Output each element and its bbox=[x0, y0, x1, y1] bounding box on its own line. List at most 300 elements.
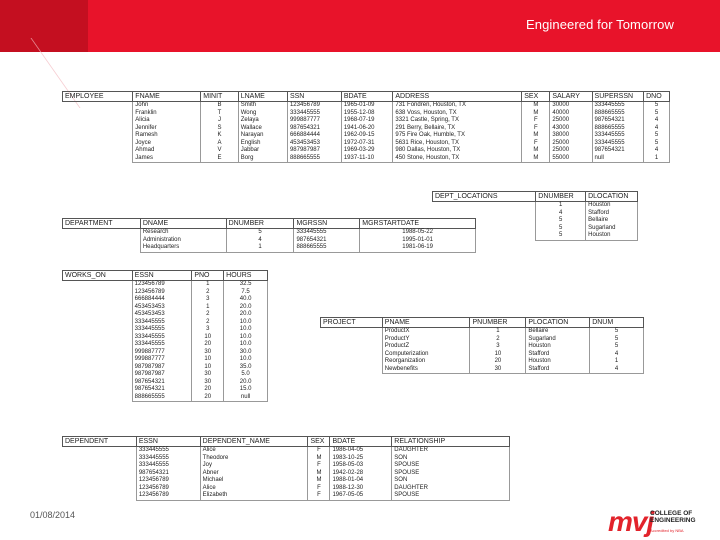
table-cell: SON bbox=[392, 477, 510, 485]
table-cell: 40.0 bbox=[224, 296, 268, 304]
row-spacer bbox=[63, 462, 137, 470]
table-row bbox=[63, 356, 268, 364]
table-cell: 450 Stone, Houston, TX bbox=[393, 155, 522, 163]
table-cell: 5631 Rice, Houston, TX bbox=[393, 140, 522, 148]
table-cell: 30 bbox=[470, 366, 526, 374]
row-spacer bbox=[63, 125, 133, 133]
table-cell: 4 bbox=[226, 237, 294, 245]
table-cell: 3 bbox=[192, 296, 224, 304]
table-row bbox=[63, 462, 510, 470]
table-cell: 25000 bbox=[550, 117, 592, 125]
table-cell: Newbenefits bbox=[382, 366, 470, 374]
table-cell: Theodore bbox=[200, 455, 308, 463]
table-cell: 333445555 bbox=[287, 110, 341, 118]
table-cell: Houston bbox=[586, 232, 638, 240]
table-cell: 1942-02-28 bbox=[330, 470, 392, 478]
table-cell: Elizabeth bbox=[200, 492, 308, 500]
table-cell: Franklin bbox=[133, 110, 201, 118]
table-cell: SPOUSE bbox=[392, 492, 510, 500]
table-row bbox=[63, 311, 268, 319]
table-cell: Research bbox=[140, 229, 226, 237]
row-spacer bbox=[63, 326, 133, 334]
table-cell: 30000 bbox=[550, 102, 592, 110]
employee-table bbox=[62, 91, 670, 163]
logo-college-name bbox=[650, 510, 696, 524]
table-cell: 10.0 bbox=[224, 356, 268, 364]
table-row bbox=[321, 343, 644, 351]
table-cell: 1988-12-30 bbox=[330, 485, 392, 493]
table-cell: 980 Dallas, Houston, TX bbox=[393, 147, 522, 155]
table-cell: Joyce bbox=[133, 140, 201, 148]
table-cell: 5 bbox=[590, 336, 644, 344]
table-cell: Borg bbox=[238, 155, 287, 163]
table-cell: 888665555 bbox=[132, 394, 192, 402]
table-cell: 123456789 bbox=[136, 492, 200, 500]
table-row bbox=[63, 102, 670, 110]
row-spacer bbox=[321, 358, 383, 366]
table-cell: M bbox=[522, 102, 550, 110]
project-header-pnumber: PNUMBER bbox=[470, 318, 526, 328]
table-cell: 1986-04-05 bbox=[330, 447, 392, 455]
table-cell: Wong bbox=[238, 110, 287, 118]
works-on-table bbox=[62, 270, 268, 402]
department-header-dname: DNAME bbox=[140, 219, 226, 229]
table-row bbox=[63, 371, 268, 379]
table-cell: 333445555 bbox=[136, 455, 200, 463]
table-row bbox=[63, 125, 670, 133]
table-cell: 1 bbox=[192, 281, 224, 289]
table-cell: 40000 bbox=[550, 110, 592, 118]
row-spacer bbox=[433, 202, 536, 210]
table-cell: 10.0 bbox=[224, 334, 268, 342]
table-cell: M bbox=[308, 477, 330, 485]
project-table-name: PROJECT bbox=[321, 318, 383, 328]
table-cell: 1995-01-01 bbox=[360, 237, 476, 245]
table-cell: 333445555 bbox=[592, 132, 644, 140]
employee-header-salary: SALARY bbox=[550, 92, 592, 102]
table-cell: 1955-12-08 bbox=[341, 110, 393, 118]
table-cell: F bbox=[522, 125, 550, 133]
table-cell: Reorganization bbox=[382, 358, 470, 366]
table-cell: Joy bbox=[200, 462, 308, 470]
row-spacer bbox=[63, 244, 141, 252]
table-cell: DAUGHTER bbox=[392, 447, 510, 455]
table-cell: 999887777 bbox=[132, 349, 192, 357]
table-cell: 975 Fire Oak, Humble, TX bbox=[393, 132, 522, 140]
table-cell: 453453453 bbox=[132, 311, 192, 319]
table-cell: 5 bbox=[590, 328, 644, 336]
table-cell: Ahmad bbox=[133, 147, 201, 155]
table-cell: 1 bbox=[192, 304, 224, 312]
employee-header-address: ADDRESS bbox=[393, 92, 522, 102]
table-cell: 30 bbox=[192, 379, 224, 387]
works-on-header-hours: HOURS bbox=[224, 271, 268, 281]
table-cell: M bbox=[308, 470, 330, 478]
row-spacer bbox=[321, 328, 383, 336]
row-spacer bbox=[321, 366, 383, 374]
table-cell: 333445555 bbox=[132, 341, 192, 349]
dept-locations-header-dnumber: DNUMBER bbox=[536, 192, 586, 202]
table-cell: Ramesh bbox=[133, 132, 201, 140]
table-cell: 7.5 bbox=[224, 289, 268, 297]
table-cell: 987987987 bbox=[132, 364, 192, 372]
table-cell: S bbox=[201, 125, 238, 133]
table-row bbox=[63, 455, 510, 463]
table-cell: 1965-01-09 bbox=[341, 102, 393, 110]
table-cell: 5 bbox=[644, 102, 670, 110]
table-cell: Sugarland bbox=[526, 336, 590, 344]
table-cell: F bbox=[522, 140, 550, 148]
table-cell: 4 bbox=[644, 147, 670, 155]
table-cell: 333445555 bbox=[592, 102, 644, 110]
table-cell: 987987987 bbox=[132, 371, 192, 379]
employee-header-minit: MINIT bbox=[201, 92, 238, 102]
table-cell: 1 bbox=[226, 244, 294, 252]
table-cell: F bbox=[308, 485, 330, 493]
table-cell: James bbox=[133, 155, 201, 163]
dependent-header-dependent-name: DEPENDENT_NAME bbox=[200, 437, 308, 447]
table-cell: 10 bbox=[192, 364, 224, 372]
table-cell: M bbox=[522, 155, 550, 163]
table-cell: Alice bbox=[200, 447, 308, 455]
table-cell: 1988-01-04 bbox=[330, 477, 392, 485]
table-row bbox=[433, 202, 638, 210]
table-cell: 4 bbox=[536, 210, 586, 218]
footer-date: 01/08/2014 bbox=[30, 510, 76, 520]
dependent-header-relationship: RELATIONSHIP bbox=[392, 437, 510, 447]
table-cell: 123456789 bbox=[136, 485, 200, 493]
college-logo bbox=[608, 506, 718, 540]
table-cell: 123456789 bbox=[132, 289, 192, 297]
works-on-header-pno: PNO bbox=[192, 271, 224, 281]
employee-table-name: EMPLOYEE bbox=[63, 92, 133, 102]
table-cell: 987654321 bbox=[287, 125, 341, 133]
employee-header-sex: SEX bbox=[522, 92, 550, 102]
table-cell: 3 bbox=[192, 326, 224, 334]
table-cell: 888665555 bbox=[592, 110, 644, 118]
table-cell: F bbox=[308, 447, 330, 455]
table-cell: 4 bbox=[590, 366, 644, 374]
employee-header-superssn: SUPERSSN bbox=[592, 92, 644, 102]
table-cell: Stafford bbox=[526, 351, 590, 359]
row-spacer bbox=[63, 349, 133, 357]
table-cell: 4 bbox=[644, 125, 670, 133]
table-cell: 20 bbox=[192, 386, 224, 394]
row-spacer bbox=[63, 311, 133, 319]
table-row bbox=[321, 366, 644, 374]
table-cell: 666884444 bbox=[132, 296, 192, 304]
row-spacer bbox=[63, 147, 133, 155]
table-cell: 1 bbox=[590, 358, 644, 366]
table-cell: 20.0 bbox=[224, 311, 268, 319]
table-cell: M bbox=[522, 132, 550, 140]
table-cell: 38000 bbox=[550, 132, 592, 140]
row-spacer bbox=[63, 455, 137, 463]
table-cell: 1968-07-19 bbox=[341, 117, 393, 125]
table-cell: A bbox=[201, 140, 238, 148]
table-cell: 666884444 bbox=[287, 132, 341, 140]
row-spacer bbox=[63, 102, 133, 110]
table-cell: 1 bbox=[470, 328, 526, 336]
table-cell: 333445555 bbox=[136, 462, 200, 470]
table-cell: 2 bbox=[192, 311, 224, 319]
table-row bbox=[63, 470, 510, 478]
table-cell: Houston bbox=[526, 358, 590, 366]
table-row bbox=[63, 319, 268, 327]
table-cell: DAUGHTER bbox=[392, 485, 510, 493]
table-cell: Michael bbox=[200, 477, 308, 485]
table-cell: 291 Berry, Bellaire, TX bbox=[393, 125, 522, 133]
project-header-plocation: PLOCATION bbox=[526, 318, 590, 328]
table-cell: 1972-07-31 bbox=[341, 140, 393, 148]
table-cell: T bbox=[201, 110, 238, 118]
table-cell: 10 bbox=[192, 334, 224, 342]
works-on-header-essn: ESSN bbox=[132, 271, 192, 281]
table-cell: 5 bbox=[226, 229, 294, 237]
table-cell: 1958-05-03 bbox=[330, 462, 392, 470]
logo-line-2: ENGINEERING bbox=[650, 517, 696, 524]
row-spacer bbox=[433, 210, 536, 218]
table-cell: 2 bbox=[192, 289, 224, 297]
table-cell: 333445555 bbox=[132, 326, 192, 334]
table-row bbox=[63, 334, 268, 342]
row-spacer bbox=[63, 117, 133, 125]
table-cell: 987987987 bbox=[287, 147, 341, 155]
row-spacer bbox=[63, 394, 133, 402]
row-spacer bbox=[63, 296, 133, 304]
table-cell: 32.5 bbox=[224, 281, 268, 289]
employee-header-dno: DNO bbox=[644, 92, 670, 102]
table-cell: 2 bbox=[192, 319, 224, 327]
table-cell: 987654321 bbox=[294, 237, 360, 245]
table-cell: 5 bbox=[644, 140, 670, 148]
table-cell: 1 bbox=[536, 202, 586, 210]
table-cell: 123456789 bbox=[136, 477, 200, 485]
row-spacer bbox=[63, 132, 133, 140]
table-row bbox=[63, 304, 268, 312]
table-row bbox=[63, 147, 670, 155]
table-cell: 25000 bbox=[550, 140, 592, 148]
table-cell: SPOUSE bbox=[392, 470, 510, 478]
table-row bbox=[63, 386, 268, 394]
dependent-header-essn: ESSN bbox=[136, 437, 200, 447]
row-spacer bbox=[63, 485, 137, 493]
table-cell: Bellaire bbox=[586, 217, 638, 225]
table-row bbox=[63, 341, 268, 349]
table-cell: 1988-05-22 bbox=[360, 229, 476, 237]
table-cell: 333445555 bbox=[132, 334, 192, 342]
table-cell: 35.0 bbox=[224, 364, 268, 372]
dependent-table bbox=[62, 436, 510, 501]
row-spacer bbox=[63, 140, 133, 148]
department-header-dnumber: DNUMBER bbox=[226, 219, 294, 229]
table-cell: 5 bbox=[536, 225, 586, 233]
table-row bbox=[63, 117, 670, 125]
table-cell: 333445555 bbox=[592, 140, 644, 148]
table-cell: 1981-06-19 bbox=[360, 244, 476, 252]
dependent-table-name: DEPENDENT bbox=[63, 437, 137, 447]
department-table bbox=[62, 218, 476, 253]
dept-locations-table-name: DEPT_LOCATIONS bbox=[433, 192, 536, 202]
table-cell: 3 bbox=[470, 343, 526, 351]
table-cell: 731 Fondren, Houston, TX bbox=[393, 102, 522, 110]
table-cell: null bbox=[592, 155, 644, 163]
table-cell: 10.0 bbox=[224, 319, 268, 327]
table-cell: 10.0 bbox=[224, 326, 268, 334]
table-cell: Zelaya bbox=[238, 117, 287, 125]
table-cell: Stafford bbox=[586, 210, 638, 218]
table-row bbox=[321, 358, 644, 366]
table-cell: 987654321 bbox=[592, 147, 644, 155]
table-cell: 1969-03-29 bbox=[341, 147, 393, 155]
table-cell: 20 bbox=[192, 394, 224, 402]
table-row bbox=[63, 229, 476, 237]
table-cell: Alicia bbox=[133, 117, 201, 125]
table-cell: 4 bbox=[644, 117, 670, 125]
table-cell: 888665555 bbox=[287, 155, 341, 163]
table-row bbox=[63, 281, 268, 289]
project-table bbox=[320, 317, 644, 374]
table-cell: 1962-09-15 bbox=[341, 132, 393, 140]
table-cell: 30.0 bbox=[224, 349, 268, 357]
row-spacer bbox=[321, 343, 383, 351]
table-row bbox=[63, 349, 268, 357]
table-cell: 333445555 bbox=[136, 447, 200, 455]
table-cell: E bbox=[201, 155, 238, 163]
table-cell: Wallace bbox=[238, 125, 287, 133]
table-cell: Sugarland bbox=[586, 225, 638, 233]
table-cell: 5 bbox=[536, 232, 586, 240]
department-table-name: DEPARTMENT bbox=[63, 219, 141, 229]
row-spacer bbox=[63, 155, 133, 163]
table-cell: 30 bbox=[192, 349, 224, 357]
table-cell: 888665555 bbox=[294, 244, 360, 252]
table-cell: Jabbar bbox=[238, 147, 287, 155]
table-cell: 1937-11-10 bbox=[341, 155, 393, 163]
table-cell: K bbox=[201, 132, 238, 140]
table-cell: SPOUSE bbox=[392, 462, 510, 470]
department-header-mgrssn: MGRSSN bbox=[294, 219, 360, 229]
table-cell: English bbox=[238, 140, 287, 148]
row-spacer bbox=[63, 334, 133, 342]
dependent-header-bdate: BDATE bbox=[330, 437, 392, 447]
row-spacer bbox=[321, 336, 383, 344]
project-header-pname: PNAME bbox=[382, 318, 470, 328]
works-on-table-name: WORKS_ON bbox=[63, 271, 133, 281]
table-cell: 10.0 bbox=[224, 341, 268, 349]
row-spacer bbox=[63, 229, 141, 237]
table-row bbox=[63, 447, 510, 455]
table-cell: Bellaire bbox=[526, 328, 590, 336]
table-row bbox=[63, 140, 670, 148]
row-spacer bbox=[63, 319, 133, 327]
table-row bbox=[63, 244, 476, 252]
header-tagline: Engineered for Tomorrow bbox=[525, 17, 674, 32]
row-spacer bbox=[63, 356, 133, 364]
table-cell: 20 bbox=[470, 358, 526, 366]
row-spacer bbox=[63, 289, 133, 297]
table-cell: M bbox=[522, 147, 550, 155]
table-cell: F bbox=[308, 492, 330, 500]
table-cell: 987654321 bbox=[592, 117, 644, 125]
table-cell: 5 bbox=[644, 132, 670, 140]
table-row bbox=[63, 492, 510, 500]
row-spacer bbox=[63, 364, 133, 372]
table-cell: 5.0 bbox=[224, 371, 268, 379]
table-cell: ProductZ bbox=[382, 343, 470, 351]
table-row bbox=[63, 237, 476, 245]
table-cell: F bbox=[308, 462, 330, 470]
table-cell: 333445555 bbox=[132, 319, 192, 327]
table-cell: M bbox=[522, 110, 550, 118]
table-row bbox=[63, 132, 670, 140]
table-row bbox=[63, 379, 268, 387]
table-cell: 987654321 bbox=[136, 470, 200, 478]
table-cell: Stafford bbox=[526, 366, 590, 374]
table-cell: Narayan bbox=[238, 132, 287, 140]
table-cell: John bbox=[133, 102, 201, 110]
table-cell: F bbox=[522, 117, 550, 125]
table-cell: 333445555 bbox=[294, 229, 360, 237]
table-cell: 3321 Castle, Spring, TX bbox=[393, 117, 522, 125]
row-spacer bbox=[321, 351, 383, 359]
table-cell: null bbox=[224, 394, 268, 402]
table-cell: V bbox=[201, 147, 238, 155]
table-cell: 1967-05-05 bbox=[330, 492, 392, 500]
project-header-dnum: DNUM bbox=[590, 318, 644, 328]
row-spacer bbox=[63, 341, 133, 349]
row-spacer bbox=[63, 304, 133, 312]
table-cell: 4 bbox=[590, 351, 644, 359]
table-cell: 1941-06-20 bbox=[341, 125, 393, 133]
table-row bbox=[63, 289, 268, 297]
table-row bbox=[321, 351, 644, 359]
table-cell: SON bbox=[392, 455, 510, 463]
table-cell: Smith bbox=[238, 102, 287, 110]
table-cell: 888665555 bbox=[592, 125, 644, 133]
table-cell: 1 bbox=[644, 155, 670, 163]
table-cell: Alice bbox=[200, 485, 308, 493]
row-spacer bbox=[63, 477, 137, 485]
header-bar bbox=[0, 0, 720, 52]
table-cell: 5 bbox=[590, 343, 644, 351]
dept-locations-header-dlocation: DLOCATION bbox=[586, 192, 638, 202]
row-spacer bbox=[63, 447, 137, 455]
table-cell: 20.0 bbox=[224, 304, 268, 312]
table-cell: 10 bbox=[192, 356, 224, 364]
table-cell: 55000 bbox=[550, 155, 592, 163]
table-row bbox=[63, 364, 268, 372]
dependent-header-sex: SEX bbox=[308, 437, 330, 447]
row-spacer bbox=[63, 110, 133, 118]
table-cell: 999887777 bbox=[287, 117, 341, 125]
table-row bbox=[63, 485, 510, 493]
table-cell: Houston bbox=[586, 202, 638, 210]
row-spacer bbox=[63, 379, 133, 387]
table-cell: 638 Voss, Houston, TX bbox=[393, 110, 522, 118]
table-cell: 453453453 bbox=[132, 304, 192, 312]
table-cell: 15.0 bbox=[224, 386, 268, 394]
table-row bbox=[433, 210, 638, 218]
table-cell: 453453453 bbox=[287, 140, 341, 148]
table-cell: 987654321 bbox=[132, 386, 192, 394]
table-cell: 999887777 bbox=[132, 356, 192, 364]
table-cell: 2 bbox=[470, 336, 526, 344]
logo-line-1: COLLEGE OF bbox=[650, 510, 693, 517]
logo-subtitle: Accredited by NBA bbox=[650, 528, 684, 533]
table-cell: 20 bbox=[192, 341, 224, 349]
row-spacer bbox=[63, 281, 133, 289]
